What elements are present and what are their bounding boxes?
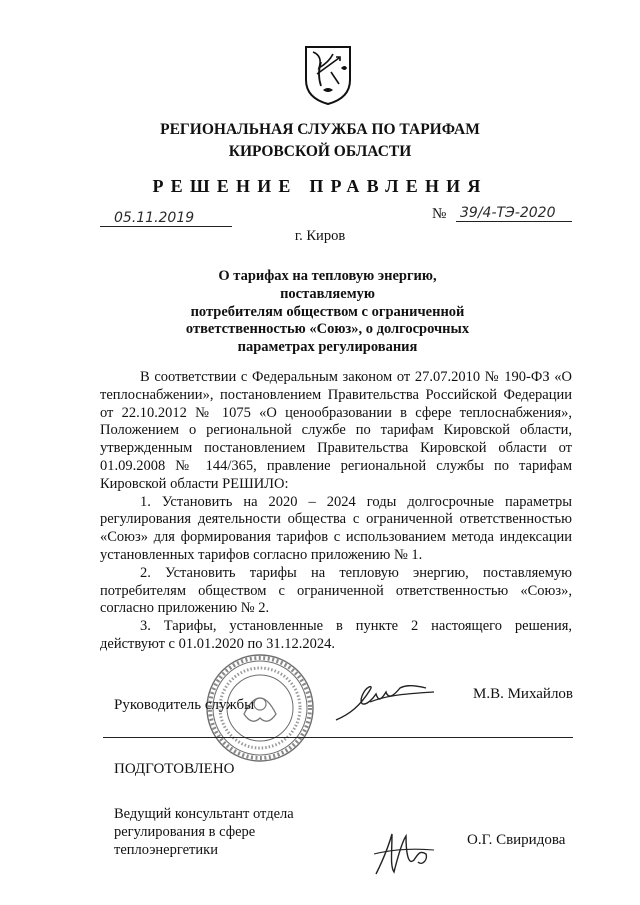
subject-line: ответственностью «Союз», о долгосрочных <box>185 321 470 338</box>
consultant-position-line: Ведущий консультант отдела <box>114 806 294 822</box>
decision-item-1: 1. Установить на 2020 – 2024 годы долгосрочные параметры регулирования деятельности общества с ограниченной ответственностью «Союз» для формирования тарифов с использованием метода индексации установленных тарифов согласно приложению № 1. <box>100 493 572 563</box>
document-body <box>100 369 572 654</box>
prepared-label: ПОДГОТОВЛЕНО <box>114 761 235 777</box>
consultant-position-line: регулирования в сфере <box>114 823 256 840</box>
separator-line <box>103 737 573 738</box>
head-name: М.В. Михайлов <box>473 686 574 702</box>
consultant-name: О.Г. Свиридова <box>467 832 566 848</box>
decision-item-2: 2. Установить тарифы на тепловую энергию, поставляемую потребителям обществом с ограниченной ответственностью «Союз», согласно приложению № 2. <box>100 564 572 617</box>
preamble-paragraph: В соответствии с Федеральным законом от 27.07.2010 № 190-ФЗ «О теплоснабжении», постановлением Правительства Российской Федерации от 22.10.2012 № 1075 «О ценообразовании в сфере теплоснабжения», Положением о региональной службе по тарифам Кировской области, утвержденным постановлением Правительства Кировской области от 01.09.2008 № 144/365, правление региональной службы по тарифам Кировской области РЕШИЛО: <box>100 369 572 492</box>
head-position: Руководитель службы <box>114 697 255 713</box>
coat-of-arms-emblem <box>303 44 353 106</box>
subject-line: параметрах регулирования <box>237 339 418 356</box>
signature-consultant <box>370 826 438 878</box>
document-number-label: № <box>432 206 447 222</box>
document-date: 05.11.2019 <box>100 210 232 227</box>
consultant-position <box>114 806 334 859</box>
subject-line: О тарифах на тепловую энергию, поставляемую <box>218 268 437 302</box>
subject-line: потребителям обществом с ограниченной <box>190 303 465 320</box>
signature-head <box>330 676 440 726</box>
org-name-line2: КИРОВСКОЙ ОБЛАСТИ <box>228 143 412 160</box>
document-city: г. Киров <box>294 228 346 244</box>
decision-item-3: 3. Тарифы, установленные в пункте 2 настоящего решения, действуют с 01.01.2020 по 31.12.2024. <box>100 618 572 652</box>
consultant-position-line: теплоэнергетики <box>114 841 218 858</box>
org-name-line1: РЕГИОНАЛЬНАЯ СЛУЖБА ПО ТАРИФАМ <box>160 121 480 138</box>
document-number: 39/4-ТЭ-2020 <box>456 205 572 222</box>
document-subject <box>170 268 485 357</box>
document-type-title: РЕШЕНИЕ ПРАВЛЕНИЯ <box>152 176 488 196</box>
